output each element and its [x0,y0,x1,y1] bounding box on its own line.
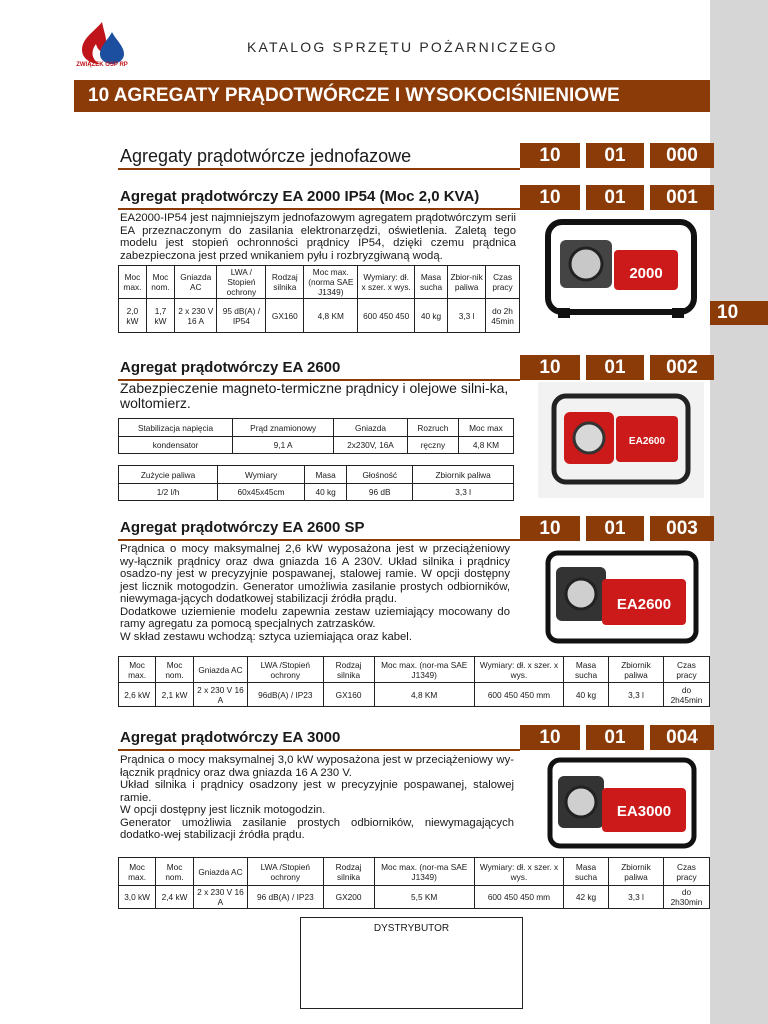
table-row [119,437,514,454]
table-cell: 600 450 450 mm [474,683,563,707]
spec-table-ea2600-a [118,418,514,454]
table-row [119,299,520,333]
table-cell: 3,0 kW [119,886,156,909]
code-chapter: 10 [520,725,580,750]
table-cell: 1,7 kW [146,299,174,333]
table-header: Czas pracy [486,266,520,299]
table-cell: 2 x 230 V 16 A [193,886,247,909]
code-group: 01 [586,355,644,380]
description-paragraph: EA2000-IP54 jest najmniejszym jednofazowym agregatem prądotwórczym serii EA przeznaczonym do zasilania elektronarzędzi, oświetlenia. Zaletą tego modelu jest stopień ochronności prądnicy IP54, dzięki czemu prądnica zabezpieczona jest przed wnikaniem pyłu i rozbryzgiwaną wodą. [120,212,516,262]
description-paragraph: W skład zestawu wchodzą: sztyca uziemiająca oraz kabel. [120,630,412,643]
product-title-ea2600: Agregat prądotwórczy EA 2600 [120,359,341,376]
table-header: Wymiary: dł. x szer. x wys. [474,858,563,886]
table-header: Wymiary: dł. x szer. x wys. [474,657,563,683]
description-paragraph: Generator umożliwia zasilanie prostych odbiorników, niewymagających dodatko-wej stabilizacji źródła prądu. [120,816,514,841]
description-paragraph: Układ silnika i prądnicy osadzony jest w precyzyjnie pospawanej, stalowej ramie. [120,779,514,804]
logo-caption: ZWIĄZEK OSP RP [76,62,128,68]
table-header: Moc max. [119,657,156,683]
spec-table-ea2600sp [118,656,710,707]
table-cell: 600 450 450 [358,299,414,333]
code-group: 01 [586,143,644,168]
chapter-title-bar: 10 AGREGATY PRĄDOTWÓRCZE I WYSOKOCIŚNIENIOWE [74,80,710,112]
table-cell: 2 x 230 V 16 A [193,683,247,707]
product-code-ea2600sp [520,516,714,541]
product-rule [118,539,520,541]
table-cell: 40 kg [305,484,347,501]
table-header: Gniazda [334,419,408,437]
product-title-ea3000: Agregat prądotwórczy EA 3000 [120,729,341,746]
table-cell: GX160 [323,683,374,707]
section-rule [118,168,520,170]
table-header: Moc nom. [156,657,194,683]
table-cell: do 2h45min [663,683,709,707]
table-cell: 1/2 l/h [119,484,218,501]
table-cell: GX200 [323,886,374,909]
code-item: 004 [650,725,714,750]
code-item: 000 [650,143,714,168]
table-cell: 4,8 KM [458,437,513,454]
table-cell: 5,5 KM [374,886,474,909]
table-header: Masa [305,466,347,484]
distributor-box [300,917,523,1009]
table-cell: 9,1 A [233,437,334,454]
table-cell: 3,3 l [609,683,664,707]
table-header: Czas pracy [663,858,709,886]
table-row [119,886,710,909]
section-title: Agregaty prądotwórcze jednofazowe [120,146,412,166]
code-group: 01 [586,185,644,210]
code-chapter: 10 [520,516,580,541]
flame-drop-icon [72,18,128,66]
table-cell: kondensator [119,437,233,454]
product-description [120,543,510,643]
product-title-ea2000: Agregat prądotwórczy EA 2000 IP54 (Moc 2,0 KVA) [120,188,480,205]
table-cell: 96dB(A) / IP23 [248,683,324,707]
product-title-ea2600sp: Agregat prądotwórczy EA 2600 SP [120,519,365,536]
table-header: Rozruch [407,419,458,437]
table-header: Gniazda AC [175,266,217,299]
table-cell: 95 dB(A) / IP54 [217,299,266,333]
product-code-ea2000 [520,185,714,210]
table-cell: 2x230V, 16A [334,437,408,454]
table-cell: 2,6 kW [119,683,156,707]
table-header: Moc max. [119,266,147,299]
table-cell: 40 kg [414,299,447,333]
table-cell: 96 dB [347,484,413,501]
product-description [120,754,514,842]
table-header: Rodzaj silnika [323,858,374,886]
table-cell: do 2h 45min [486,299,520,333]
code-group: 01 [586,725,644,750]
table-cell: do 2h30min [663,886,709,909]
table-header: Rodzaj silnika [266,266,304,299]
generator-photo-ea2000 [538,212,704,324]
description-paragraph: Prądnica o mocy maksymalnej 2,6 kW wyposażona jest w przeciążeniowy wy-łącznik prądnicy oraz dwa gniazda 16 A 230V. Układ silnika i prądnicy osadzo-ny jest w precyzyjnie pospawanej, stalowej ramie. W opcji dostępny jest licznik motogodzin. Generator umożliwia zasilanie prostych odbiorników, niewymaga-jących dodatkowej stabilizacji źródła prądu. [120,543,510,605]
code-group: 01 [586,516,644,541]
table-header: Zużycie paliwa [119,466,218,484]
table-header: Moc max [458,419,513,437]
table-cell: 42 kg [564,886,609,909]
spec-table-ea2600-b [118,465,514,501]
table-cell: 2,1 kW [156,683,194,707]
table-header: Wymiary [218,466,305,484]
product-description [120,212,516,262]
spec-table-ea3000 [118,857,710,909]
table-header-row [119,419,514,437]
table-header: Wymiary: dł. x szer. x wys. [358,266,414,299]
table-header: Stabilizacja napięcia [119,419,233,437]
table-header: Zbiornik paliwa [609,657,664,683]
table-header-row [119,657,710,683]
table-header: LWA /Stopień ochrony [248,657,324,683]
table-cell: 2,4 kW [156,886,194,909]
generator-photo-ea3000 [542,754,702,854]
table-header: Moc max. [119,858,156,886]
table-cell: 4,8 KM [374,683,474,707]
product-code-ea3000 [520,725,714,750]
code-item: 002 [650,355,714,380]
right-sidebar [710,0,768,1024]
code-chapter: 10 [520,185,580,210]
table-header: Czas pracy [663,657,709,683]
table-header: Moc nom. [156,858,194,886]
table-cell: 3,3 l [413,484,514,501]
product-rule [118,208,520,210]
description-paragraph: Zabezpieczenie magneto-termiczne prądnicy i olejowe silni-ka, woltomierz. [120,380,509,411]
table-header-row [119,858,710,886]
table-header: Masa sucha [414,266,447,299]
table-header: Moc max. (norma SAE J1349) [304,266,358,299]
table-header: LWA /Stopień ochrony [248,858,324,886]
product-code-ea2600 [520,355,714,380]
code-chapter: 10 [520,355,580,380]
table-cell: 60x45x45cm [218,484,305,501]
section-code [520,143,714,168]
table-header: Moc nom. [146,266,174,299]
table-header: LWA / Stopień ochrony [217,266,266,299]
table-header: Moc max. (nor-ma SAE J1349) [374,657,474,683]
table-header: Zbiornik paliwa [609,858,664,886]
catalog-title: KATALOG SPRZĘTU POŻARNICZEGO [247,39,558,55]
generator-photo-ea2600sp [540,545,704,651]
description-paragraph: Dodatkowe uziemienie modelu zapewnia zestaw uziemiający mocowany do ramy agregatu za pomocą specjalnych zatrzasków. [120,605,510,630]
code-chapter: 10 [520,143,580,168]
table-header: Gniazda AC [193,858,247,886]
table-cell: 2,0 kW [119,299,147,333]
table-row [119,683,710,707]
generator-photo-ea2600 [538,382,704,498]
table-header: Moc max. (nor-ma SAE J1349) [374,858,474,886]
table-cell: ręczny [407,437,458,454]
table-header-row [119,266,520,299]
table-cell: GX160 [266,299,304,333]
table-header: Masa sucha [564,657,609,683]
table-cell: 3,3 l [448,299,486,333]
photo-label: EA2600 [628,436,666,447]
table-header: Masa sucha [564,858,609,886]
chapter-side-tab[interactable]: 10 [710,301,768,325]
table-cell: 96 dB(A) / IP23 [248,886,324,909]
table-header: Zbior-nik paliwa [448,266,486,299]
code-item: 001 [650,185,714,210]
table-header: Gniazda AC [193,657,247,683]
table-cell: 40 kg [564,683,609,707]
table-header: Prąd znamionowy [233,419,334,437]
product-rule [118,749,520,751]
code-item: 003 [650,516,714,541]
table-row [119,484,514,501]
table-cell: 600 450 450 mm [474,886,563,909]
table-cell: 2 x 230 V 16 A [175,299,217,333]
description-paragraph: Prądnica o mocy maksymalnej 3,0 kW wyposażona jest w przeciążeniowy wy-łącznik prądnicy oraz dwa gniazda 16 A 230 V. [120,754,514,779]
photo-label: EA2600 [616,596,672,613]
table-header-row [119,466,514,484]
distributor-label: DYSTRYBUTOR [373,923,450,934]
photo-label: 2000 [629,265,663,282]
table-cell: 3,3 l [609,886,664,909]
table-header: Głośność [347,466,413,484]
product-description [120,381,516,411]
description-paragraph: W opcji dostępny jest licznik motogodzin. [120,804,326,816]
photo-label: EA3000 [616,803,672,820]
spec-table-ea2000 [118,265,520,333]
table-cell: 4,8 KM [304,299,358,333]
table-header: Rodzaj silnika [323,657,374,683]
table-header: Zbiornik paliwa [413,466,514,484]
